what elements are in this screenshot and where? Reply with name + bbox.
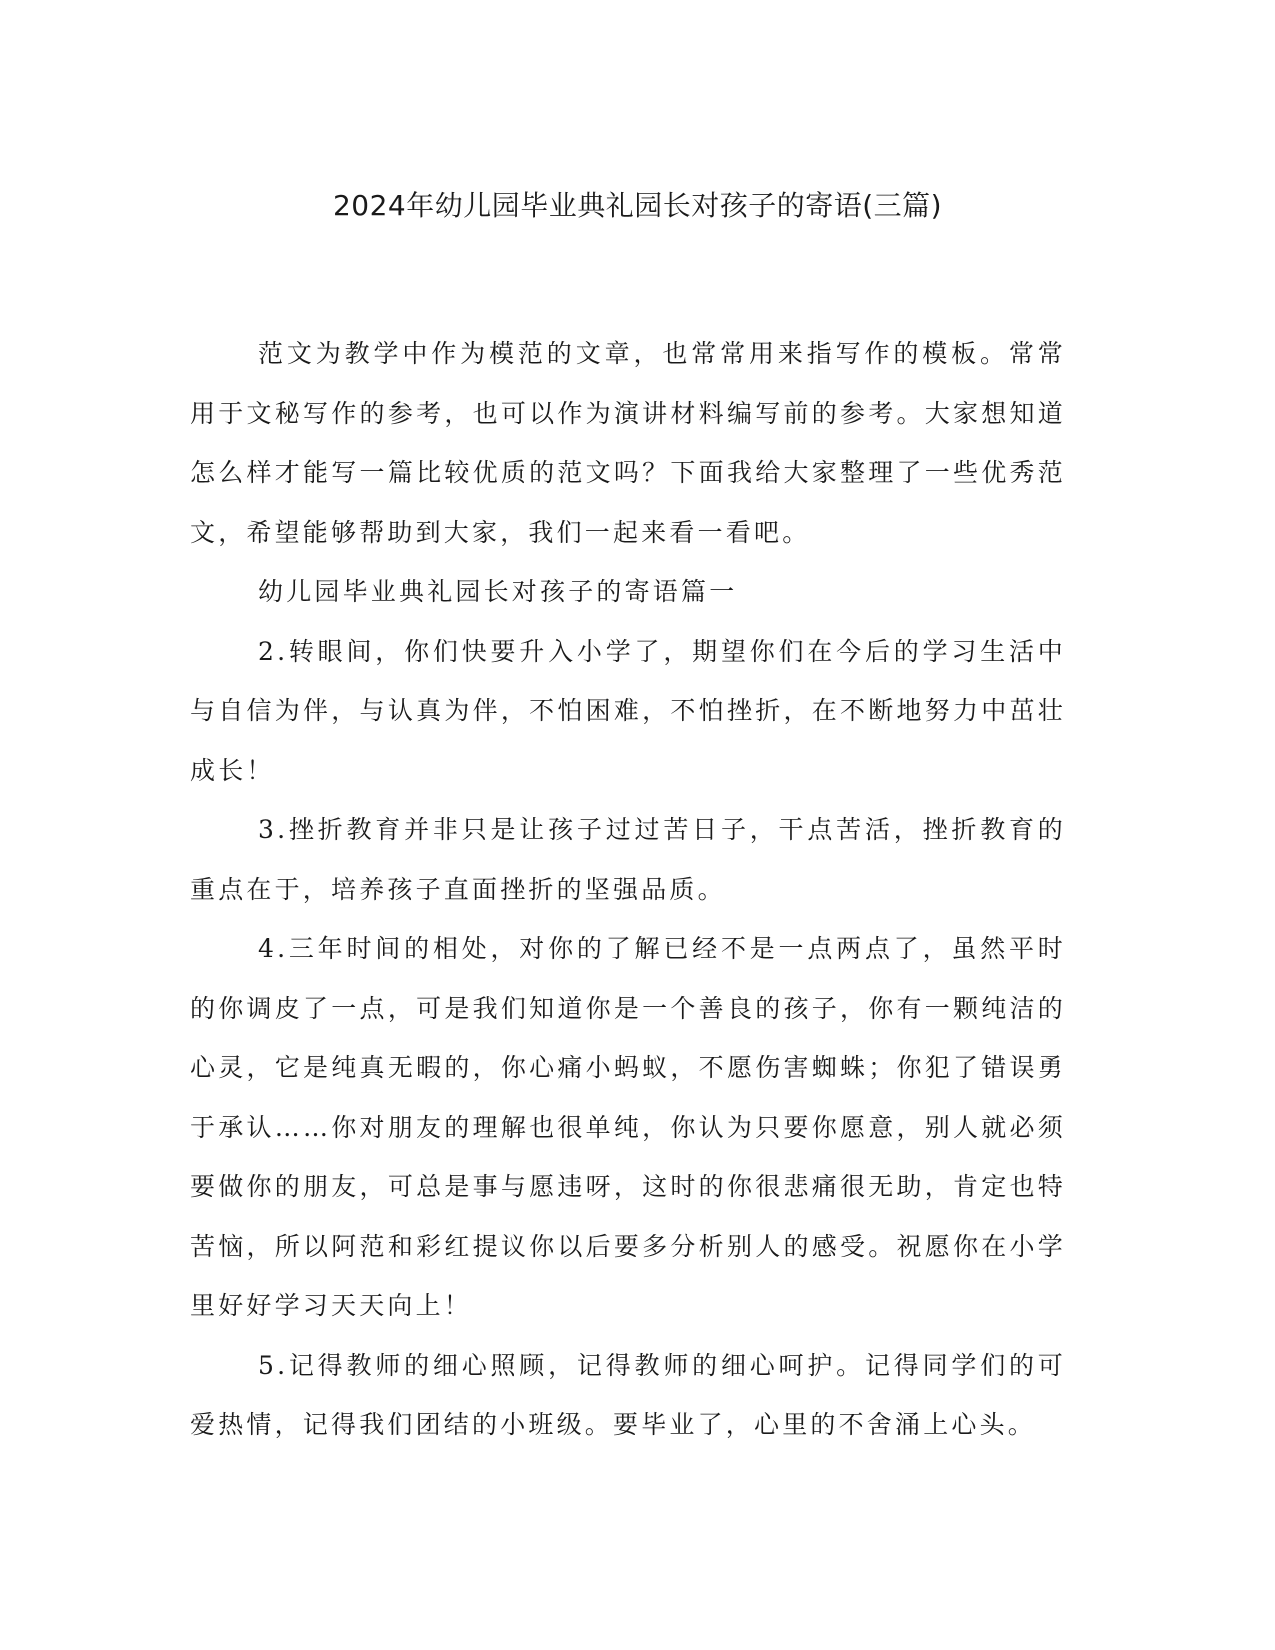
intro-paragraph: 范文为教学中作为模范的文章，也常常用来指写作的模板。常常用于文秘写作的参考，也可以作为演讲材料编写前的参考。大家想知道怎么样才能写一篇比较优质的范文吗？下面我给大家整理了一些优秀范文，希望能够帮助到大家，我们一起来看一看吧。 — [190, 339, 1066, 547]
document-title: 2024年幼儿园毕业典礼园长对孩子的寄语(三篇) — [332, 189, 943, 222]
paragraph-item-4: 4.三年时间的相处，对你的了解已经不是一点两点了，虽然平时的你调皮了一点，可是我们知道你是一个善良的孩子，你有一颗纯洁的心灵，它是纯真无暇的，你心痛小蚂蚁，不愿伤害蜘蛛；你犯了错误勇于承认……你对朋友的理解也很单纯，你认为只要你愿意，别人就必须要做你的朋友，可总是事与愿违呀，这时的你很悲痛很无助，肯定也特苦恼，所以阿范和彩红提议你以后要多分析别人的感受。祝愿你在小学里好好学习天天向上！ — [190, 934, 1066, 1320]
section-heading: 幼儿园毕业典礼园长对孩子的寄语篇一 — [258, 577, 738, 606]
paragraph-item-3: 3.挫折教育并非只是让孩子过过苦日子，干点苦活，挫折教育的重点在于，培养孩子直面挫折的坚强品质。 — [190, 815, 1066, 904]
document-body — [190, 324, 1066, 1455]
paragraph-item-5: 5.记得教师的细心照顾，记得教师的细心呵护。记得同学们的可爱热情，记得我们团结的小班级。要毕业了，心里的不舍涌上心头。 — [190, 1350, 1066, 1439]
paragraph-item-2: 2.转眼间，你们快要升入小学了，期望你们在今后的学习生活中与自信为伴，与认真为伴，不怕困难，不怕挫折，在不断地努力中茁壮成长！ — [190, 636, 1066, 785]
